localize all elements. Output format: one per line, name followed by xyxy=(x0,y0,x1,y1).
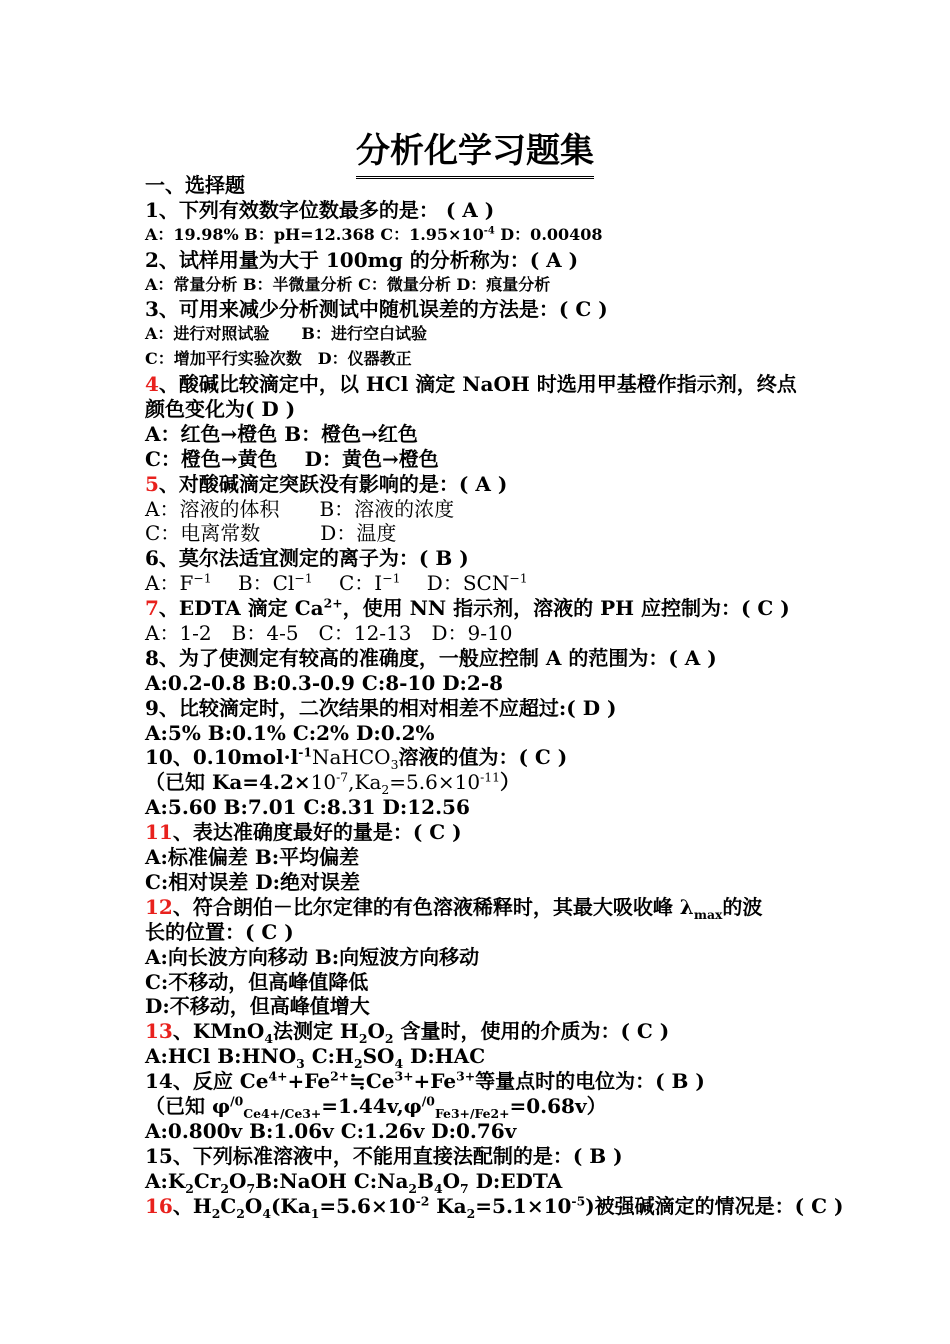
line-text: 、比较滴定时，二次结果的相对相差不应超过:( D ) xyxy=(158,695,617,720)
line-text: A：1-2 B：4-5 C：12-13 D：9-10 xyxy=(145,621,513,646)
question-line xyxy=(145,297,815,322)
line-text: （已知 $Ka=4.2\times 10^{-7},Ka_2=5.6\times 10^{-11}$） xyxy=(145,769,521,798)
line-text: C：增加平行实验次数 D：仪器教正 xyxy=(145,349,412,369)
line-text: C：电离常数 D：温度 xyxy=(145,521,397,546)
question-number: 1 xyxy=(145,197,159,222)
question-line xyxy=(145,546,815,571)
text-line xyxy=(145,347,815,372)
title-text: 分析化学习题集 xyxy=(356,128,594,179)
section-heading: 一、选择题 xyxy=(145,173,245,197)
line-text: A:5% B:0.1% C:2% D:0.2% xyxy=(145,720,435,745)
question-number: 13 xyxy=(145,1019,173,1044)
question-number: 4 xyxy=(145,372,159,397)
line-text: C:不移动，但高峰值降低 xyxy=(145,969,369,994)
line-text: A：溶液的体积 B：溶液的浓度 xyxy=(145,496,455,521)
text-line xyxy=(145,1119,815,1144)
text-line xyxy=(145,795,815,820)
line-text: 、KMnO$_4$法测定 $H_2O_2$ 含量时，使用的介质为：( C ) xyxy=(172,1019,670,1047)
text-line xyxy=(145,845,815,870)
text-line xyxy=(145,521,815,546)
question-list xyxy=(145,173,844,1221)
question-number: 2 xyxy=(145,247,159,272)
line-text: A：$F^{-1}$ B：$Cl^{-1}$ C：$I^{-1}$ D：$SCN^{-1}$ xyxy=(145,570,528,596)
text-line xyxy=(145,1094,815,1119)
question-number: 11 xyxy=(145,820,173,845)
question-number: 15 xyxy=(145,1143,173,1168)
text-line xyxy=(145,945,815,970)
document-title xyxy=(0,128,950,179)
question-number: 8 xyxy=(145,645,159,670)
question-number: 7 xyxy=(145,596,159,621)
question-lines xyxy=(145,197,844,1221)
question-line xyxy=(145,248,815,273)
text-line xyxy=(145,621,815,646)
question-line xyxy=(145,472,815,497)
text-line xyxy=(145,1044,815,1072)
question-number: 3 xyxy=(145,297,159,322)
question-line xyxy=(145,372,815,397)
text-line xyxy=(145,273,815,298)
line-text: 、为了使测定有较高的准确度，一般应控制 A 的范围为：( A ) xyxy=(158,645,717,670)
text-line xyxy=(145,322,815,347)
text-line xyxy=(145,671,815,696)
text-line xyxy=(145,497,815,522)
text-line xyxy=(145,920,815,945)
question-line xyxy=(145,696,815,721)
question-number: 16 xyxy=(145,1193,173,1218)
text-line xyxy=(145,571,815,596)
line-text: D:不移动，但高峰值增大 xyxy=(145,994,370,1019)
question-line xyxy=(145,820,815,845)
line-text: 、符合朗伯－比尔定律的有色溶液稀释时，其最大吸收峰 $\lambda_{max}$的波 xyxy=(172,894,763,922)
line-text: 、莫尔法适宜测定的离子为：( B ) xyxy=(158,546,469,571)
line-text: 、下列有效数字位数最多的是： ( A ) xyxy=(158,197,495,222)
line-text: 、反应 $Ce^{4+}+Fe^{2+}≒Ce^{3+}+Fe^{3+}$等量点时的电位为：( B ) xyxy=(172,1068,705,1094)
line-text: 、EDTA 滴定 $Ca^{2+}$，使用 NN 指示剂，溶液的 PH 应控制为：( C ) xyxy=(158,595,790,621)
question-line xyxy=(145,646,815,671)
line-text: A：红色→橙色 B：橙色→红色 xyxy=(145,421,418,446)
line-text: 、试样用量为大于 100mg 的分析称为：( A ) xyxy=(158,247,579,272)
question-number: 9 xyxy=(145,695,159,720)
line-text: A:HCl $B:HNO_3$ $C:H_2SO_4$ D:HAC xyxy=(145,1044,486,1072)
question-number: 14 xyxy=(145,1069,173,1094)
question-line xyxy=(145,596,815,621)
question-number: 10 xyxy=(145,745,173,770)
line-text: A:0.2-0.8 B:0.3-0.9 C:8-10 D:2-8 xyxy=(145,670,504,695)
line-text: 、酸碱比较滴定中，以 HCl 滴定 NaOH 时选用甲基橙作指示剂，终点 xyxy=(158,372,797,397)
line-text: （已知 $\varphi^{/0}_{Ce4+/Ce3+}=1.44v,\varphi^{/0}_{Fe3+/Fe2+}=0.68v$） xyxy=(145,1093,607,1121)
text-line xyxy=(145,1169,815,1194)
line-text: 长的位置：( C ) xyxy=(145,919,294,944)
question-number: 5 xyxy=(145,471,159,496)
question-number: 12 xyxy=(145,894,173,919)
text-line xyxy=(145,447,815,472)
line-text: 、下列标准溶液中，不能用直接法配制的是：( B ) xyxy=(172,1143,623,1168)
question-line xyxy=(145,1192,844,1221)
question-line xyxy=(145,1019,815,1047)
line-text: A:5.60 B:7.01 C:8.31 D:12.56 xyxy=(145,795,470,820)
text-line xyxy=(145,769,815,798)
line-text: A：常量分析 B：半微量分析 C：微量分析 D：痕量分析 xyxy=(145,274,551,294)
question-line xyxy=(145,744,815,773)
line-text: $A:K_2Cr_2O_7B:NaOH$ $C:Na_2B_4O_7$ D:EDTA xyxy=(145,1168,563,1196)
question-line xyxy=(145,198,815,223)
line-text: A：进行对照试验 B：进行空白试验 xyxy=(145,324,427,344)
line-text: 、表达准确度最好的量是：( C ) xyxy=(172,820,462,845)
text-line xyxy=(145,870,815,895)
line-text: 、$0.10mol\cdot l^{-1}NaHCO_3$溶液的值为：( C ) xyxy=(172,744,568,773)
question-number: 6 xyxy=(145,546,159,571)
question-line xyxy=(145,1144,815,1169)
line-text: C：橙色→黄色 D：黄色→橙色 xyxy=(145,446,439,471)
text-line xyxy=(145,721,815,746)
text-line xyxy=(145,223,815,248)
line-text: 、$H_2C_2O_4(Ka_1=5.6\times 10^{-2}$ $Ka_2=5.1\times 10^{-5}$)被强碱滴定的情况是：( C ) xyxy=(172,1192,844,1221)
line-text: A:0.800v B:1.06v C:1.26v D:0.76v xyxy=(145,1118,517,1143)
question-line xyxy=(145,1069,815,1094)
line-text: A:标准偏差 B:平均偏差 xyxy=(145,845,360,870)
text-line xyxy=(145,397,815,422)
line-text: 、可用来减少分析测试中随机误差的方法是：( C ) xyxy=(158,297,608,322)
line-text: 、对酸碱滴定突跃没有影响的是：( A ) xyxy=(158,471,508,496)
line-text: C:相对误差 D:绝对误差 xyxy=(145,869,360,894)
question-line xyxy=(145,895,815,920)
text-line xyxy=(145,422,815,447)
text-line xyxy=(145,970,815,995)
line-text: A：19.98% B：pH=12.368 C：$1.95\times 10^{-4}$ D：0.00408 xyxy=(145,224,603,244)
line-text: 颜色变化为( D ) xyxy=(145,397,296,422)
text-line xyxy=(145,994,815,1019)
line-text: A:向长波方向移动 B:向短波方向移动 xyxy=(145,944,480,969)
